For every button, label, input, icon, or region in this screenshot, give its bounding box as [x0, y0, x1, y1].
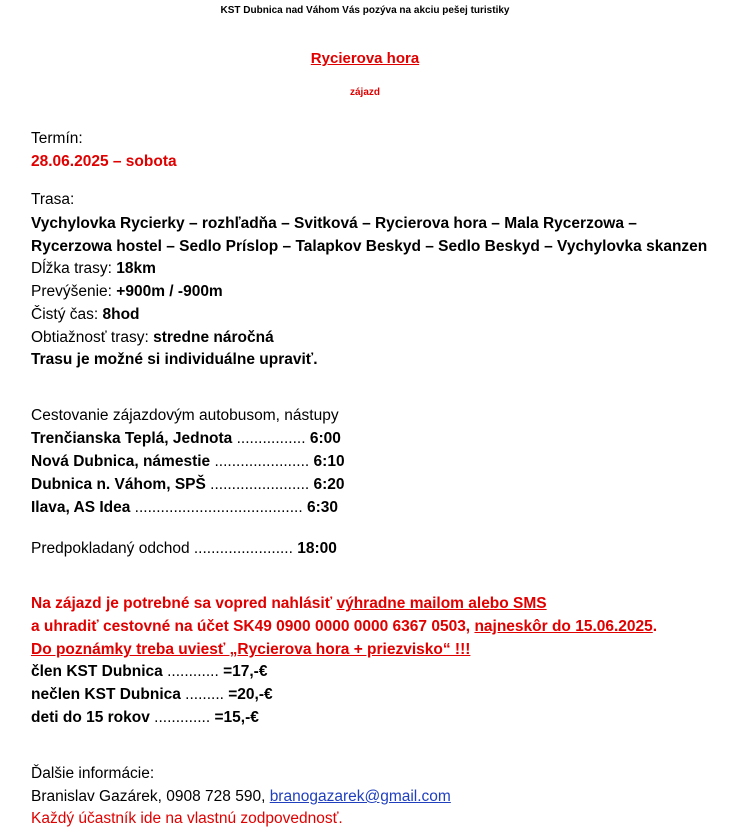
event-subtitle: zájazd [349, 87, 380, 98]
transport-stop [31, 474, 345, 496]
departure [31, 538, 337, 560]
contact-text: Branislav Gazárek, 0908 728 590, [31, 788, 270, 805]
payment-period: . [652, 618, 658, 635]
stop-place: Dubnica n. Váhom, SPŠ [31, 476, 206, 493]
route-line-1: Vychylovka Rycierky – rozhľadňa – Svitková – Rycierova hora – Mala Rycerzowa – [31, 215, 637, 232]
route-elevation-label: Prevýšenie: [31, 283, 117, 300]
registration-method: výhradne mailom alebo SMS [336, 595, 547, 612]
payment-deadline: najneskôr do 15.06.2025 [474, 618, 653, 635]
route-length-value: 18km [116, 260, 156, 277]
route-label: Trasa: [31, 191, 75, 208]
payment-text: a uhradiť cestovné na účet SK49 0900 0000 0000 6367 0503, [31, 618, 475, 635]
price-row [31, 661, 267, 683]
route-note: Trasu je možné si individuálne upraviť. [31, 351, 318, 368]
price-row [31, 707, 259, 729]
info-label: Ďalšie informácie: [31, 765, 155, 782]
route-line-2: Rycerzowa hostel – Sedlo Príslop – Talapkov Beskyd – Sedlo Beskyd – Vychylovka skanzen [31, 238, 708, 255]
price-row [31, 684, 273, 706]
disclaimer: Každý účastník ide na vlastnú zodpovednosť. [31, 810, 343, 827]
price-value: =20,-€ [223, 686, 273, 703]
stop-place: Nová Dubnica, námestie [31, 453, 211, 470]
stop-time: 6:30 [302, 499, 338, 516]
departure-time: 18:00 [292, 540, 337, 557]
leader-dots: ....................... [205, 476, 310, 493]
route-elevation-value: +900m / -900m [116, 283, 223, 300]
price-value: =15,-€ [210, 709, 259, 726]
registration-note: Do poznámky treba uviesť „Rycierova hora + priezvisko“ !!! [31, 641, 471, 658]
invitation-header: KST Dubnica nad Váhom Vás pozýva na akciu pešej turistiky [220, 5, 510, 16]
departure-label: Predpokladaný odchod [31, 540, 194, 557]
stop-time: 6:10 [309, 453, 345, 470]
price-value: =17,-€ [218, 663, 268, 680]
term-label: Termín: [31, 130, 83, 147]
route-time [31, 304, 140, 326]
route-length-label: Dĺžka trasy: [31, 260, 117, 277]
stop-place: Trenčianska Teplá, Jednota [31, 430, 233, 447]
route-elevation [31, 281, 223, 303]
registration-text: Na zájazd je potrebné sa vopred nahlásiť [31, 595, 337, 612]
leader-dots: ............. [149, 709, 211, 726]
leader-dots: ....................... [193, 540, 293, 557]
registration-line-2 [31, 616, 657, 638]
stop-place: Ilava, AS Idea [31, 499, 131, 516]
stop-time: 6:00 [305, 430, 341, 447]
transport-stop [31, 428, 341, 450]
stop-time: 6:20 [309, 476, 345, 493]
registration-line-1 [31, 593, 547, 615]
transport-stop [31, 497, 338, 519]
leader-dots: ....................................... [130, 499, 303, 516]
route-difficulty-value: stredne náročná [153, 329, 274, 346]
route-difficulty [31, 327, 274, 349]
email-link[interactable]: branogazarek@gmail.com [269, 788, 451, 805]
price-label: deti do 15 rokov [31, 709, 150, 726]
leader-dots: ......... [180, 686, 224, 703]
route-difficulty-label: Obtiažnosť trasy: [31, 329, 154, 346]
price-label: nečlen KST Dubnica [31, 686, 181, 703]
price-label: člen KST Dubnica [31, 663, 163, 680]
leader-dots: ................ [232, 430, 306, 447]
leader-dots: ...................... [210, 453, 310, 470]
transport-stop [31, 451, 345, 473]
contact-line [31, 786, 451, 808]
transport-label: Cestovanie zájazdovým autobusom, nástupy [31, 407, 339, 424]
term-date: 28.06.2025 – sobota [31, 153, 177, 170]
event-title: Rycierova hora [310, 50, 420, 67]
route-time-label: Čistý čas: [31, 306, 103, 323]
leader-dots: ............ [162, 663, 219, 680]
route-time-value: 8hod [102, 306, 140, 323]
route-length [31, 258, 156, 280]
